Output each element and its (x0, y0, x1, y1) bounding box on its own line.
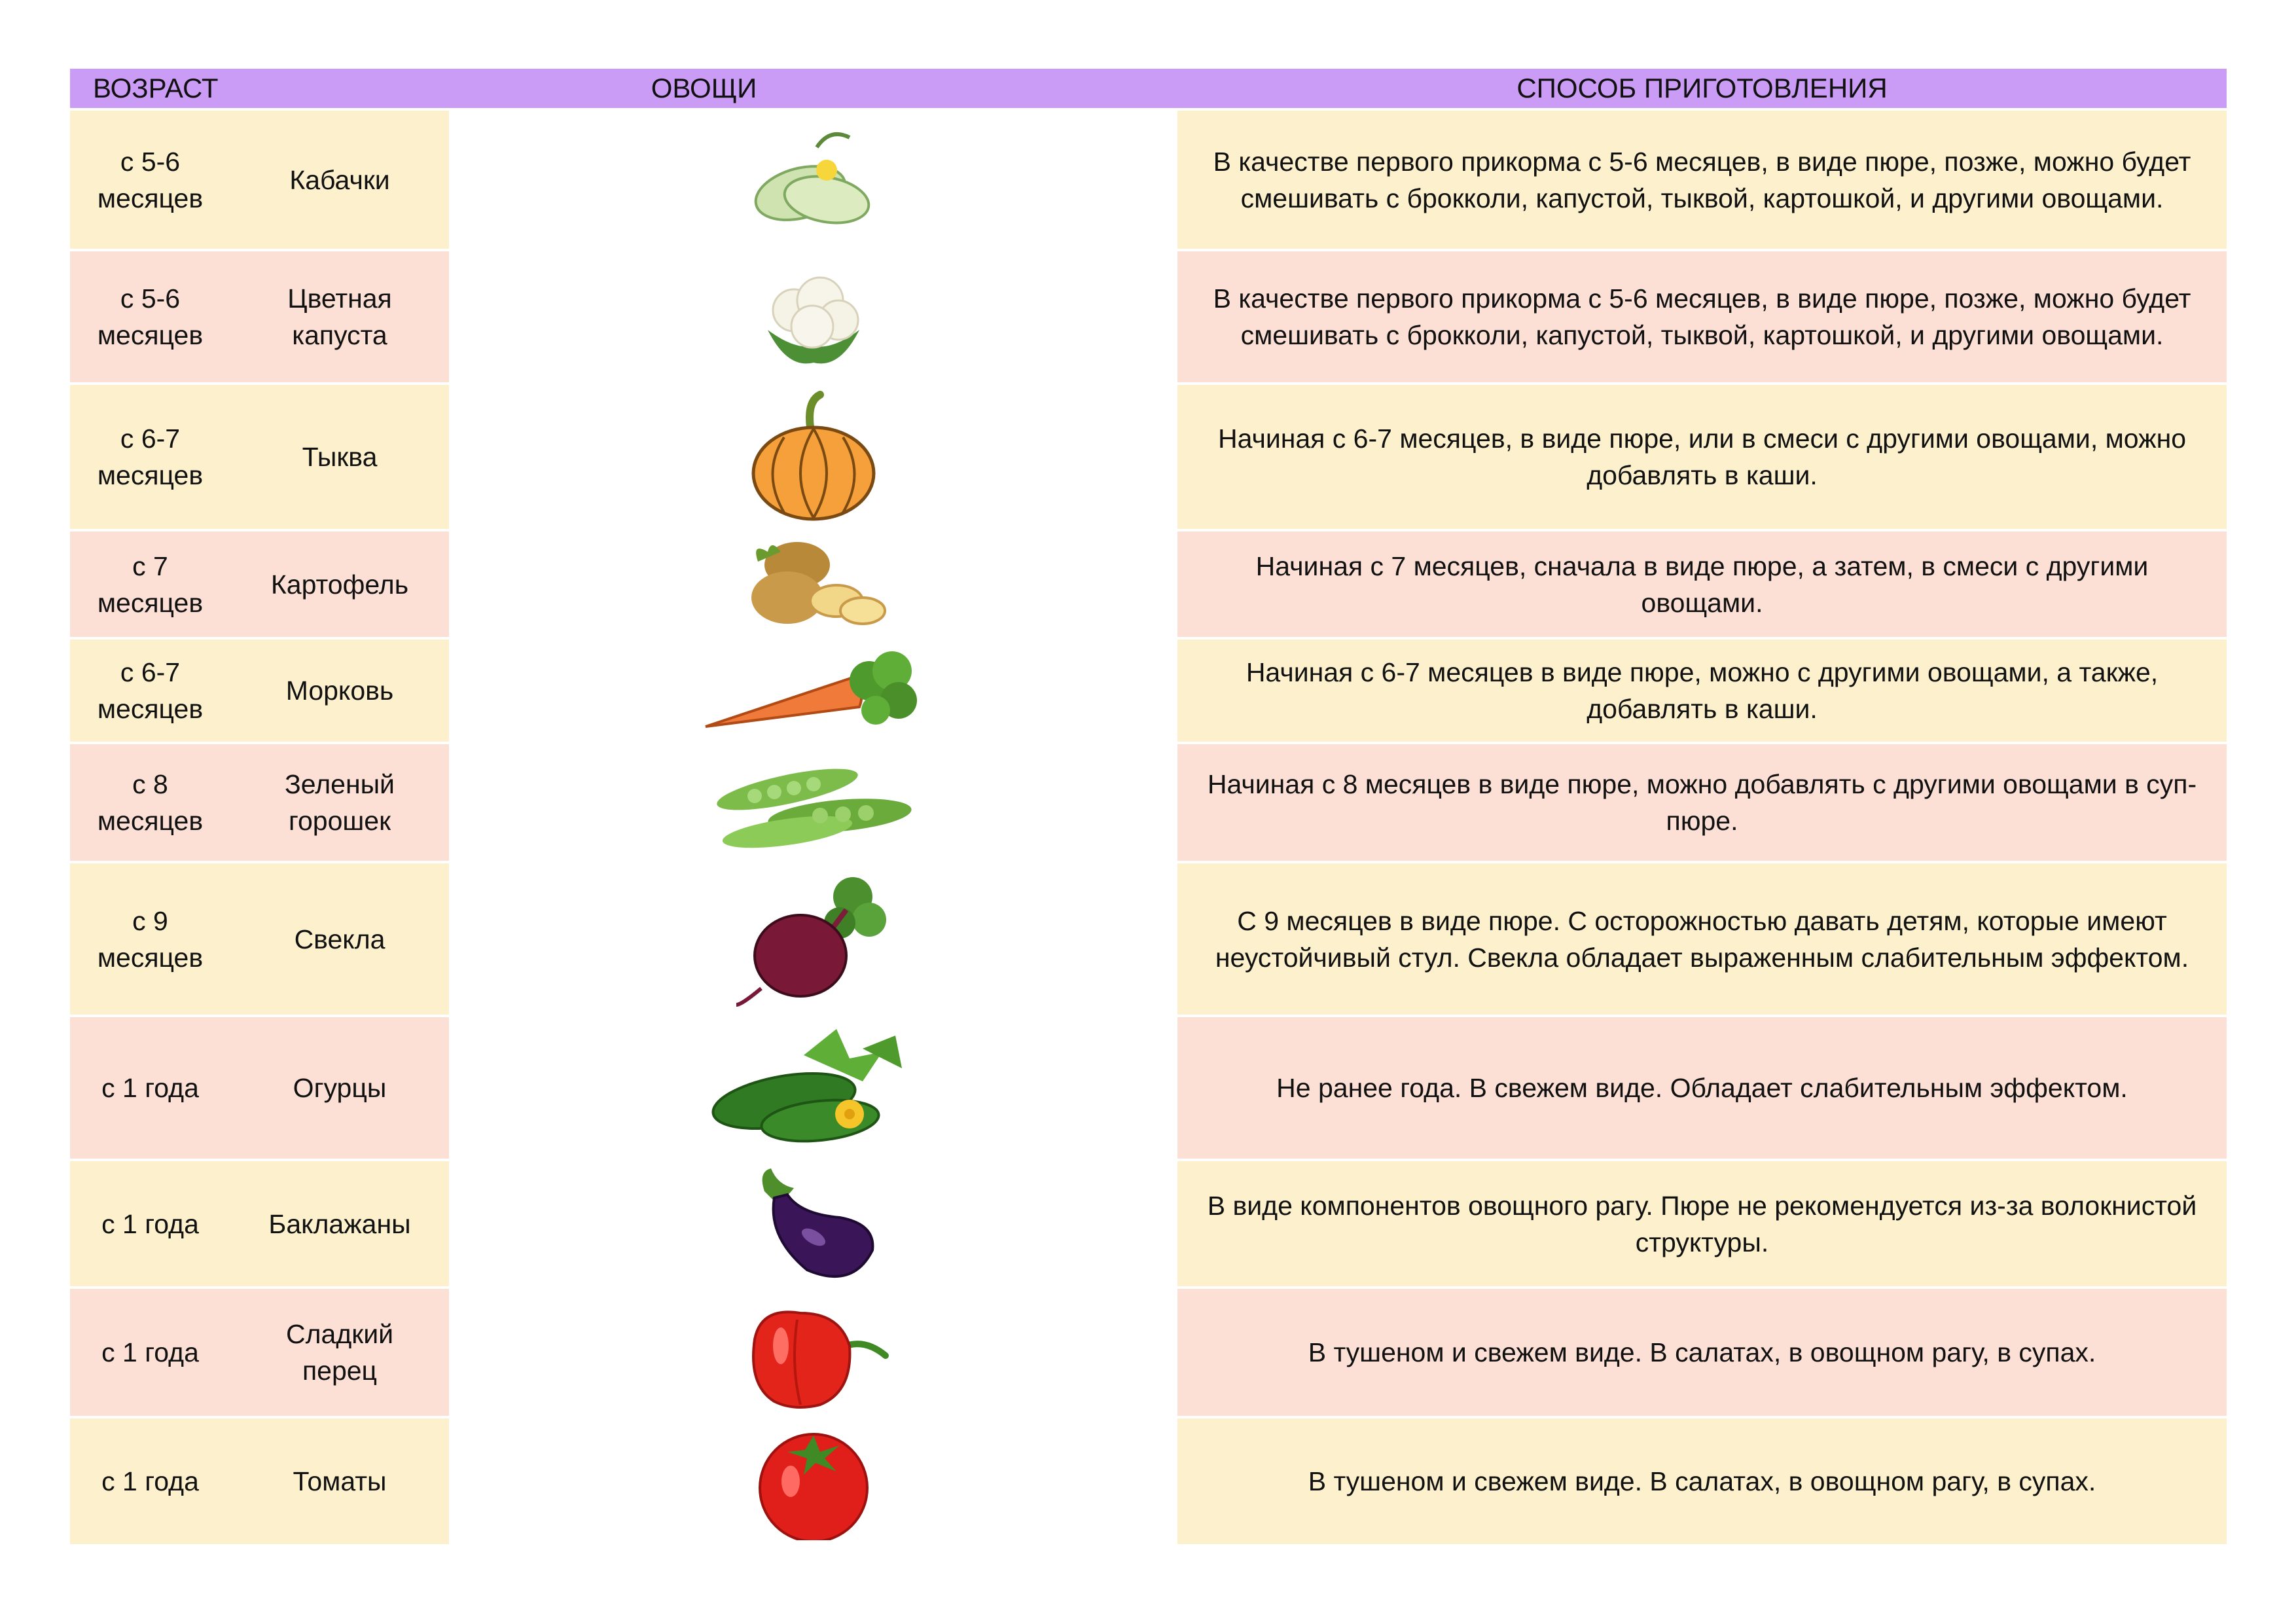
age-cell: с 1 года (70, 1289, 230, 1416)
table-row (70, 529, 2227, 637)
vegetable-name: Морковь (230, 640, 449, 742)
method-cell: Начиная с 7 месяцев, сначала в виде пюре, а затем, в смеси с другими овощами. (1177, 532, 2227, 637)
potato-icon (738, 535, 889, 634)
method-cell: Начиная с 6-7 месяцев, в виде пюре, или в смеси с другими овощами, можно добавлять в каши. (1177, 385, 2227, 529)
vegetable-name: Тыква (230, 385, 449, 529)
table-row (70, 382, 2227, 529)
vegetable-name: Картофель (230, 532, 449, 637)
table-row (70, 1015, 2227, 1159)
method-cell: Не ранее года. В свежем виде. Обладает слабительным эффектом. (1177, 1017, 2227, 1159)
tomato-icon (751, 1422, 876, 1540)
vegetable-name: Сладкий перец (230, 1289, 449, 1416)
pumpkin-icon (748, 388, 879, 526)
method-cell: Начиная с 6-7 месяцев в виде пюре, можно с другими овощами, а также, добавлять в каши. (1177, 640, 2227, 742)
age-cell: с 6-7 месяцев (70, 385, 230, 529)
vegetable-image-cell (449, 1161, 1177, 1286)
vegetable-name: Баклажаны (230, 1161, 449, 1286)
table-row (70, 1286, 2227, 1416)
cauliflower-icon (755, 258, 872, 376)
method-cell: В качестве первого прикорма с 5-6 месяцев, в виде пюре, позже, можно будет смешивать с брокколи, капустой, тыквой, картошкой, и другими овощами. (1177, 111, 2227, 249)
vegetable-name: Томаты (230, 1418, 449, 1544)
vegetable-name: Свекла (230, 863, 449, 1015)
vegetable-name: Цветная капуста (230, 251, 449, 382)
vegetable-name: Кабачки (230, 111, 449, 249)
beet-icon (735, 871, 892, 1008)
age-cell: с 1 года (70, 1418, 230, 1544)
bell-pepper-icon (735, 1293, 892, 1411)
method-cell: В тушеном и свежем виде. В салатах, в овощном рагу, в супах. (1177, 1289, 2227, 1416)
age-cell: с 8 месяцев (70, 744, 230, 861)
zucchini-icon (751, 121, 876, 239)
method-cell: В качестве первого прикорма с 5-6 месяцев, в виде пюре, позже, можно будет смешивать с брокколи, капустой, тыквой, картошкой, и другими овощами. (1177, 251, 2227, 382)
header-age: ВОЗРАСТ (93, 73, 219, 103)
age-cell: с 1 года (70, 1017, 230, 1159)
table-row (70, 1416, 2227, 1544)
age-cell: с 5-6 месяцев (70, 251, 230, 382)
vegetable-image-cell (449, 111, 1177, 249)
table-row (70, 108, 2227, 249)
age-cell: с 9 месяцев (70, 863, 230, 1015)
vegetable-image-cell (449, 863, 1177, 1015)
vegetable-image-cell (449, 251, 1177, 382)
table-row (70, 637, 2227, 742)
table-row (70, 1159, 2227, 1286)
table-row (70, 742, 2227, 861)
age-cell: с 5-6 месяцев (70, 111, 230, 249)
method-cell: С 9 месяцев в виде пюре. С осторожностью давать детям, которые имеют неустойчивый стул. Свекла обладает выраженным слабительным эффектом. (1177, 863, 2227, 1015)
age-cell: с 6-7 месяцев (70, 640, 230, 742)
method-cell: В тушеном и свежем виде. В салатах, в овощном рагу, в супах. (1177, 1418, 2227, 1544)
eggplant-icon (748, 1165, 879, 1283)
vegetable-image-cell (449, 385, 1177, 529)
green-peas-icon (709, 750, 918, 855)
vegetable-image-cell (449, 1289, 1177, 1416)
table-row (70, 861, 2227, 1015)
table-header (70, 69, 2227, 108)
cucumber-icon (706, 1022, 922, 1153)
header-method: СПОСОБ ПРИГОТОВЛЕНИЯ (1516, 73, 1888, 103)
age-cell: с 7 месяцев (70, 532, 230, 637)
table-row (70, 249, 2227, 382)
vegetable-image-cell (449, 1418, 1177, 1544)
vegetable-image-cell (449, 1017, 1177, 1159)
vegetable-introduction-table (70, 69, 2227, 1544)
vegetable-image-cell (449, 532, 1177, 637)
vegetable-image-cell (449, 744, 1177, 861)
vegetable-name: Зеленый горошек (230, 744, 449, 861)
age-cell: с 1 года (70, 1161, 230, 1286)
vegetable-image-cell (449, 640, 1177, 742)
vegetable-name: Огурцы (230, 1017, 449, 1159)
header-vegetables: ОВОЩИ (651, 73, 757, 103)
method-cell: Начиная с 8 месяцев в виде пюре, можно добавлять с другими овощами в суп-пюре. (1177, 744, 2227, 861)
method-cell: В виде компонентов овощного рагу. Пюре не рекомендуется из-за волокнистой структуры. (1177, 1161, 2227, 1286)
carrot-icon (702, 645, 925, 736)
